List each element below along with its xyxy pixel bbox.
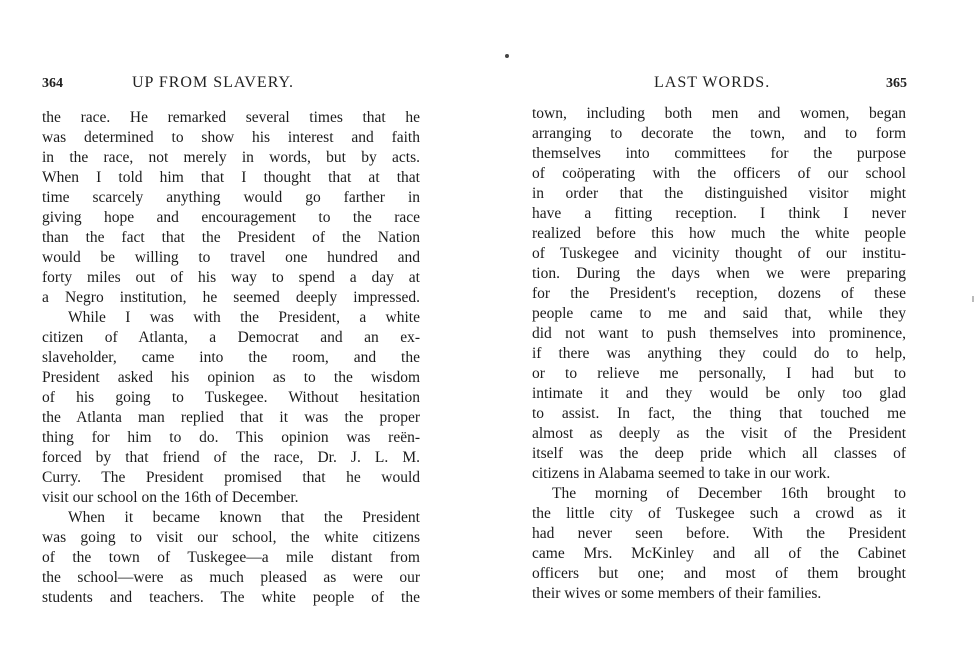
text-line: their wives or some members of their families. [532, 585, 822, 602]
text-line: of Tuskegee and vicinity thought of our institu- [532, 245, 906, 262]
text-line: than the fact that the President of the Nation [42, 229, 420, 246]
text-line: of the town of Tuskegee—a mile distant from [42, 549, 420, 566]
text-line: officers but one; and most of them brought [532, 565, 906, 582]
text-line: almost as deeply as the visit of the President [532, 425, 906, 442]
text-line: was going to visit our school, the white citizens [42, 529, 420, 546]
text-line: citizen of Atlanta, a Democrat and an ex- [42, 329, 420, 346]
right-page [490, 0, 980, 648]
text-line: if there was anything they could do to help, [532, 345, 906, 362]
text-line: or to relieve me personally, I had but to [532, 365, 906, 382]
text-line: would be willing to travel one hundred and [42, 249, 420, 266]
text-line: themselves into committees for the purpose [532, 145, 906, 162]
text-line: in the race, not merely in words, but by acts. [42, 149, 420, 166]
text-line: President asked his opinion as to the wisdom [42, 369, 420, 386]
text-line: was determined to show his interest and faith [42, 129, 420, 146]
text-line: time scarcely anything would go farther in [42, 189, 420, 206]
text-line: thing for him to do. This opinion was reën- [42, 429, 420, 446]
text-line: did not want to push themselves into prominence, [532, 325, 906, 342]
right-body-text [532, 104, 906, 604]
left-page-number: 364 [42, 76, 63, 91]
text-line: came Mrs. McKinley and all of the Cabinet [532, 545, 906, 562]
text-line: giving hope and encouragement to the race [42, 209, 420, 226]
text-line: a Negro institution, he seemed deeply impressed. [42, 289, 420, 306]
text-line: of coöperating with the officers of our school [532, 165, 906, 182]
text-line: the Atlanta man replied that it was the proper [42, 409, 420, 426]
text-line: people came to me and said that, while they [532, 305, 906, 322]
text-line: The morning of December 16th brought to [552, 485, 906, 502]
text-line: While I was with the President, a white [68, 309, 420, 326]
text-line: slaveholder, came into the room, and the [42, 349, 420, 366]
text-line: students and teachers. The white people of the [42, 589, 420, 606]
text-line: When it became known that the President [68, 509, 420, 526]
text-line: visit our school on the 16th of December. [42, 489, 299, 506]
text-line: Curry. The President promised that he would [42, 469, 420, 486]
text-line: tion. During the days when we were preparing [532, 265, 906, 282]
left-running-head: UP FROM SLAVERY. [132, 74, 294, 91]
text-line: itself was the deep pride which all classes of [532, 445, 906, 462]
right-running-head: LAST WORDS. [654, 74, 771, 91]
text-line: arranging to decorate the town, and to form [532, 125, 906, 142]
text-line: intimate it and they would be only too glad [532, 385, 906, 402]
text-line: forced by that friend of the race, Dr. J. L. M. [42, 449, 420, 466]
text-line: the race. He remarked several times that he [42, 109, 420, 126]
text-line: citizens in Alabama seemed to take in our work. [532, 465, 831, 482]
text-line: forty miles out of his way to spend a day at [42, 269, 420, 286]
text-line: the school—were as much pleased as were our [42, 569, 420, 586]
text-line: When I told him that I thought that at that [42, 169, 420, 186]
right-page-number: 365 [886, 76, 907, 91]
text-line: have a fitting reception. I think I never [532, 205, 906, 222]
text-line: for the President's reception, dozens of these [532, 285, 906, 302]
text-line: in order that the distinguished visitor might [532, 185, 906, 202]
text-line: to assist. In fact, the thing that touched me [532, 405, 906, 422]
text-line: town, including both men and women, began [532, 105, 906, 122]
left-body-text [42, 108, 420, 608]
text-line: of his going to Tuskegee. Without hesitation [42, 389, 420, 406]
text-line: realized before this how much the white people [532, 225, 906, 242]
text-line: had never seen before. With the President [532, 525, 906, 542]
text-line: the little city of Tuskegee such a crowd as it [532, 505, 906, 522]
